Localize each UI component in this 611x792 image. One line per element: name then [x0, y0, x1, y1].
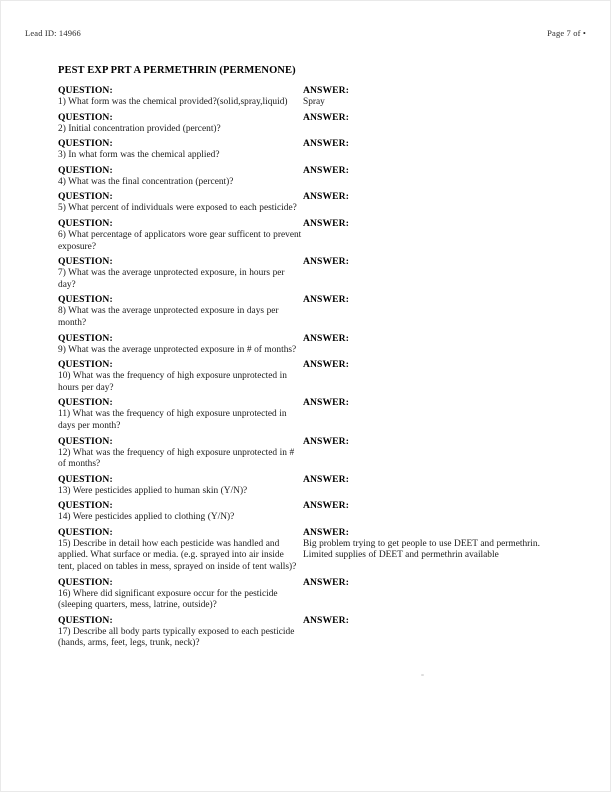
question-text: 17) Describe all body parts typically exposed to each pesticide (hands, arms, feet, legs, trunk, neck)? [58, 626, 295, 649]
qa-block [58, 436, 563, 471]
qa-label-row [58, 256, 563, 268]
question-answer-list [58, 85, 563, 650]
answer-label: ANSWER: [303, 473, 350, 485]
answer-label: ANSWER: [303, 435, 350, 447]
qa-block [58, 527, 563, 574]
qa-body-row [58, 97, 563, 109]
qa-block [58, 577, 563, 612]
question-label: QUESTION: [58, 576, 113, 588]
question-label: QUESTION: [58, 435, 113, 447]
qa-body-row [58, 512, 563, 524]
qa-body-row [58, 448, 563, 471]
answer-label: ANSWER: [303, 614, 350, 626]
qa-body-row [58, 345, 563, 357]
qa-label-row [58, 294, 563, 306]
question-text: 2) Initial concentration provided (percent)? [58, 123, 221, 134]
question-text: 4) What was the final concentration (percent)? [58, 176, 234, 187]
qa-label-row [58, 165, 563, 177]
qa-body-row [58, 230, 563, 253]
question-text: 14) Were pesticides applied to clothing (Y/N)? [58, 512, 235, 523]
qa-label-row [58, 436, 563, 448]
question-text: 11) What was the frequency of high exposure unprotected in days per month? [58, 409, 287, 431]
page-number-text: Page 7 of • [547, 28, 586, 38]
qa-block [58, 112, 563, 136]
question-text: 3) In what form was the chemical applied? [58, 150, 220, 161]
qa-label-row [58, 527, 563, 539]
question-label: QUESTION: [58, 397, 113, 409]
qa-block [58, 474, 563, 498]
answer-label: ANSWER: [303, 256, 350, 268]
qa-body-row [58, 268, 563, 291]
answer-label: ANSWER: [303, 191, 350, 203]
question-label: QUESTION: [58, 138, 113, 150]
question-text: 1) What form was the chemical provided?(solid,spray,liquid) [58, 97, 288, 107]
qa-block [58, 165, 563, 189]
qa-body-row [58, 486, 563, 498]
answer-text[interactable]: Spray [303, 97, 325, 107]
qa-block [58, 359, 563, 394]
answer-label: ANSWER: [303, 576, 350, 588]
qa-label-row [58, 191, 563, 203]
form-title: PEST EXP PRT A PERMETHRIN (PERMENONE) [58, 65, 296, 76]
qa-label-row [58, 112, 563, 124]
question-text: 7) What was the average unprotected exposure, in hours per day? [58, 268, 285, 290]
question-label: QUESTION: [58, 332, 113, 344]
question-label: QUESTION: [58, 111, 113, 123]
qa-body-row [58, 371, 563, 394]
answer-text[interactable]: Big problem trying to get people to use DEET and permethrin. Limited supplies of DEET and permethrin available [303, 538, 540, 561]
qa-label-row [58, 615, 563, 627]
scan-artifact-speck [421, 674, 424, 676]
qa-body-row [58, 124, 563, 136]
qa-body-row [58, 409, 563, 432]
qa-label-row [58, 85, 563, 97]
question-label: QUESTION: [58, 164, 113, 176]
qa-body-row [58, 627, 563, 650]
qa-block [58, 500, 563, 524]
qa-block [58, 333, 563, 357]
form-body [58, 65, 563, 653]
answer-label: ANSWER: [303, 85, 350, 96]
answer-label: ANSWER: [303, 164, 350, 176]
question-label: QUESTION: [58, 500, 113, 512]
question-text: 12) What was the frequency of high exposure unprotected in # of months? [58, 447, 295, 470]
qa-body-row [58, 589, 563, 612]
qa-body-row [58, 539, 563, 574]
qa-block [58, 138, 563, 162]
qa-block [58, 397, 563, 432]
qa-block [58, 218, 563, 253]
question-text: 8) What was the average unprotected exposure in days per month? [58, 306, 279, 328]
question-text: 9) What was the average unprotected exposure in # of months? [58, 344, 297, 355]
qa-label-row [58, 474, 563, 486]
answer-label: ANSWER: [303, 138, 350, 150]
question-text: 13) Were pesticides applied to human skin (Y/N)? [58, 485, 248, 496]
qa-label-row [58, 333, 563, 345]
lead-id-text: Lead ID: 14966 [25, 28, 81, 38]
answer-label: ANSWER: [303, 500, 350, 512]
answer-label: ANSWER: [303, 359, 350, 371]
qa-label-row [58, 359, 563, 371]
question-label: QUESTION: [58, 526, 113, 538]
question-label: QUESTION: [58, 473, 113, 485]
question-label: QUESTION: [58, 191, 113, 203]
answer-label: ANSWER: [303, 332, 350, 344]
answer-label: ANSWER: [303, 111, 350, 123]
answer-label: ANSWER: [303, 397, 350, 409]
qa-block [58, 615, 563, 650]
question-label: QUESTION: [58, 256, 113, 268]
answer-label: ANSWER: [303, 294, 350, 306]
answer-label: ANSWER: [303, 526, 350, 538]
question-label: QUESTION: [58, 294, 113, 306]
qa-body-row [58, 150, 563, 162]
qa-body-row [58, 306, 563, 329]
qa-body-row [58, 177, 563, 189]
question-label: QUESTION: [58, 359, 113, 371]
qa-block [58, 294, 563, 329]
qa-label-row [58, 577, 563, 589]
qa-block [58, 85, 563, 109]
qa-label-row [58, 500, 563, 512]
qa-label-row [58, 397, 563, 409]
question-text: 10) What was the frequency of high exposure unprotected in hours per day? [58, 371, 287, 393]
question-label: QUESTION: [58, 614, 113, 626]
question-text: 6) What percentage of applicators wore gear sufficent to prevent exposure? [58, 229, 302, 252]
question-text: 16) Where did significant exposure occur for the pesticide (sleeping quarters, mess, latrine, outside)? [58, 588, 278, 611]
qa-label-row [58, 218, 563, 230]
question-text: 15) Describe in detail how each pesticide was handled and applied. What surface or media. (e.g. sprayed into air inside tent, placed on tables in mess, sprayed on inside of tent walls)? [58, 538, 297, 573]
qa-block [58, 256, 563, 291]
question-text: 5) What percent of individuals were exposed to each pesticide? [58, 203, 297, 214]
question-label: QUESTION: [58, 85, 113, 96]
qa-label-row [58, 138, 563, 150]
qa-block [58, 191, 563, 215]
qa-body-row [58, 203, 563, 215]
question-label: QUESTION: [58, 217, 113, 229]
page-running-header [1, 28, 610, 42]
answer-label: ANSWER: [303, 217, 350, 229]
